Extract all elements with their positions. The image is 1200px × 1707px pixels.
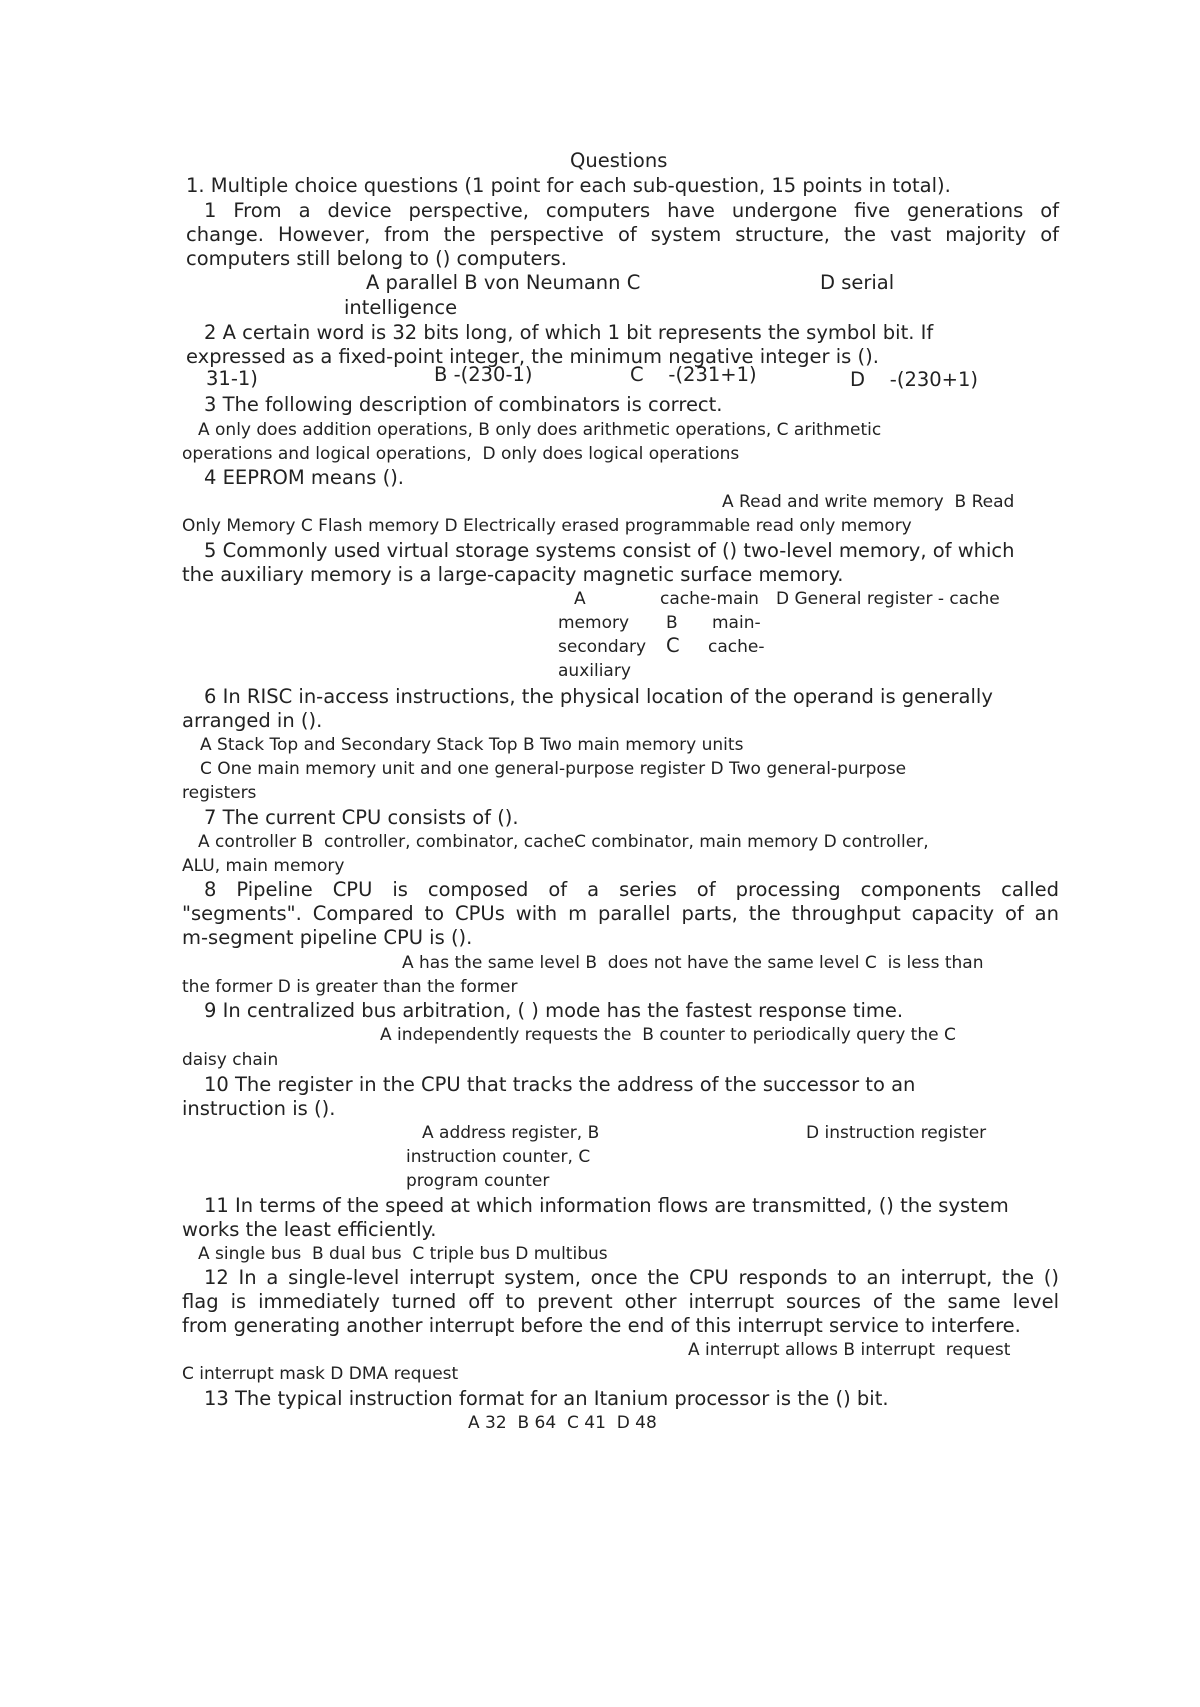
question-3-options-line-2: operations and logical operations, D only does logical operations: [182, 444, 740, 464]
question-5-option-secondary: secondary: [558, 637, 647, 657]
question-10-stem-line-1: 10 The register in the CPU that tracks the address of the successor to an: [204, 1073, 916, 1096]
question-5-option-a-label: A: [574, 589, 586, 609]
question-2-stem-line-2: expressed as a fixed-point integer, the minimum negative integer is ().: [186, 345, 879, 368]
question-8-stem-line-2: "segments". Compared to CPUs with m parallel parts, the throughput capacity of an: [182, 902, 1059, 925]
question-6-stem-line-1: 6 In RISC in-access instructions, the physical location of the operand is generally: [204, 685, 993, 708]
question-5-option-a-memory: memory: [558, 613, 630, 633]
question-8-stem-line-3: m-segment pipeline CPU is ().: [182, 926, 473, 949]
question-2-stem-line-1: 2 A certain word is 32 bits long, of which 1 bit represents the symbol bit. If: [204, 321, 934, 344]
section-heading: 1. Multiple choice questions (1 point for each sub-question, 15 points in total).: [186, 174, 951, 197]
question-10-option-d: D instruction register: [806, 1123, 987, 1143]
question-4-stem: 4 EEPROM means ().: [204, 466, 404, 489]
question-2-option-b: B -(230-1): [434, 363, 533, 386]
question-12-stem-line-1: 12 In a single-level interrupt system, once the CPU responds to an interrupt, the (): [204, 1266, 1059, 1289]
question-6-options-line-2: C One main memory unit and one general-purpose register D Two general-purpose: [200, 759, 907, 779]
question-12-stem-line-2: flag is immediately turned off to prevent other interrupt sources of the same level: [182, 1290, 1059, 1313]
question-5-option-cache: cache-: [708, 637, 765, 657]
question-1-stem-line-1: 1 From a device perspective, computers have undergone five generations of: [204, 199, 1059, 222]
question-11-stem-line-1: 11 In terms of the speed at which information flows are transmitted, () the system: [204, 1194, 1009, 1217]
question-11-stem-line-2: works the least efficiently.: [182, 1218, 437, 1241]
question-8-options-line-1: A has the same level B does not have the same level C is less than: [402, 953, 984, 973]
question-5-stem-line-1: 5 Commonly used virtual storage systems consist of () two-level memory, of which: [204, 539, 1015, 562]
question-7-options-line-1: A controller B controller, combinator, cacheC combinator, main memory D controller,: [198, 832, 929, 852]
page-title: Questions: [570, 149, 668, 172]
question-7-options-line-2: ALU, main memory: [182, 856, 345, 876]
question-4-options-line-2: Only Memory C Flash memory D Electrically erased programmable read only memory: [182, 516, 912, 536]
question-5-option-cache-main: cache-main: [660, 589, 759, 609]
question-6-options-line-1: A Stack Top and Secondary Stack Top B Two main memory units: [200, 735, 744, 755]
question-2-option-c: C -(231+1): [630, 363, 757, 386]
question-5-option-b-label: B: [666, 613, 678, 633]
question-1-option-d: D serial: [820, 271, 895, 294]
question-1-option-c-text: intelligence: [344, 296, 458, 319]
question-7-stem: 7 The current CPU consists of ().: [204, 806, 519, 829]
question-10-stem-line-2: instruction is ().: [182, 1097, 336, 1120]
question-12-options-line-2: C interrupt mask D DMA request: [182, 1364, 459, 1384]
question-5-option-main: main-: [712, 613, 761, 633]
question-13-stem: 13 The typical instruction format for an Itanium processor is the () bit.: [204, 1387, 889, 1410]
question-5-option-c-label: C: [666, 634, 680, 657]
question-1-stem-line-3: computers still belong to () computers.: [186, 247, 567, 270]
question-2-option-a: 31-1): [206, 367, 258, 390]
question-11-options: A single bus B dual bus C triple bus D multibus: [198, 1244, 608, 1264]
question-5-stem-line-2: the auxiliary memory is a large-capacity magnetic surface memory.: [182, 563, 844, 586]
question-10-option-c: program counter: [406, 1171, 550, 1191]
question-10-option-b: instruction counter, C: [406, 1147, 591, 1167]
question-12-options-line-1: A interrupt allows B interrupt request: [688, 1340, 1011, 1360]
question-3-options-line-1: A only does addition operations, B only does arithmetic operations, C arithmetic: [198, 420, 882, 440]
question-6-stem-line-2: arranged in ().: [182, 709, 323, 732]
question-8-stem-line-1: 8 Pipeline CPU is composed of a series of processing components called: [204, 878, 1059, 901]
question-9-stem: 9 In centralized bus arbitration, ( ) mode has the fastest response time.: [204, 999, 904, 1022]
question-5-option-auxiliary: auxiliary: [558, 661, 631, 681]
question-8-options-line-2: the former D is greater than the former: [182, 977, 518, 997]
question-10-option-a: A address register, B: [422, 1123, 600, 1143]
question-2-option-d: D -(230+1): [850, 368, 979, 391]
question-5-option-d: D General register - cache: [776, 589, 1000, 609]
question-1-stem-line-2: change. However, from the perspective of system structure, the vast majority of: [186, 223, 1059, 246]
question-4-options-line-1: A Read and write memory B Read: [722, 492, 1015, 512]
question-1-options: A parallel B von Neumann C: [366, 271, 641, 294]
question-9-options-line-1: A independently requests the B counter to periodically query the C: [380, 1025, 956, 1045]
question-9-options-line-2: daisy chain: [182, 1050, 279, 1070]
question-12-stem-line-3: from generating another interrupt before the end of this interrupt service to interfere.: [182, 1314, 1021, 1337]
question-13-options: A 32 B 64 C 41 D 48: [468, 1413, 657, 1433]
question-6-options-line-3: registers: [182, 783, 257, 803]
question-3-stem: 3 The following description of combinators is correct.: [204, 393, 723, 416]
